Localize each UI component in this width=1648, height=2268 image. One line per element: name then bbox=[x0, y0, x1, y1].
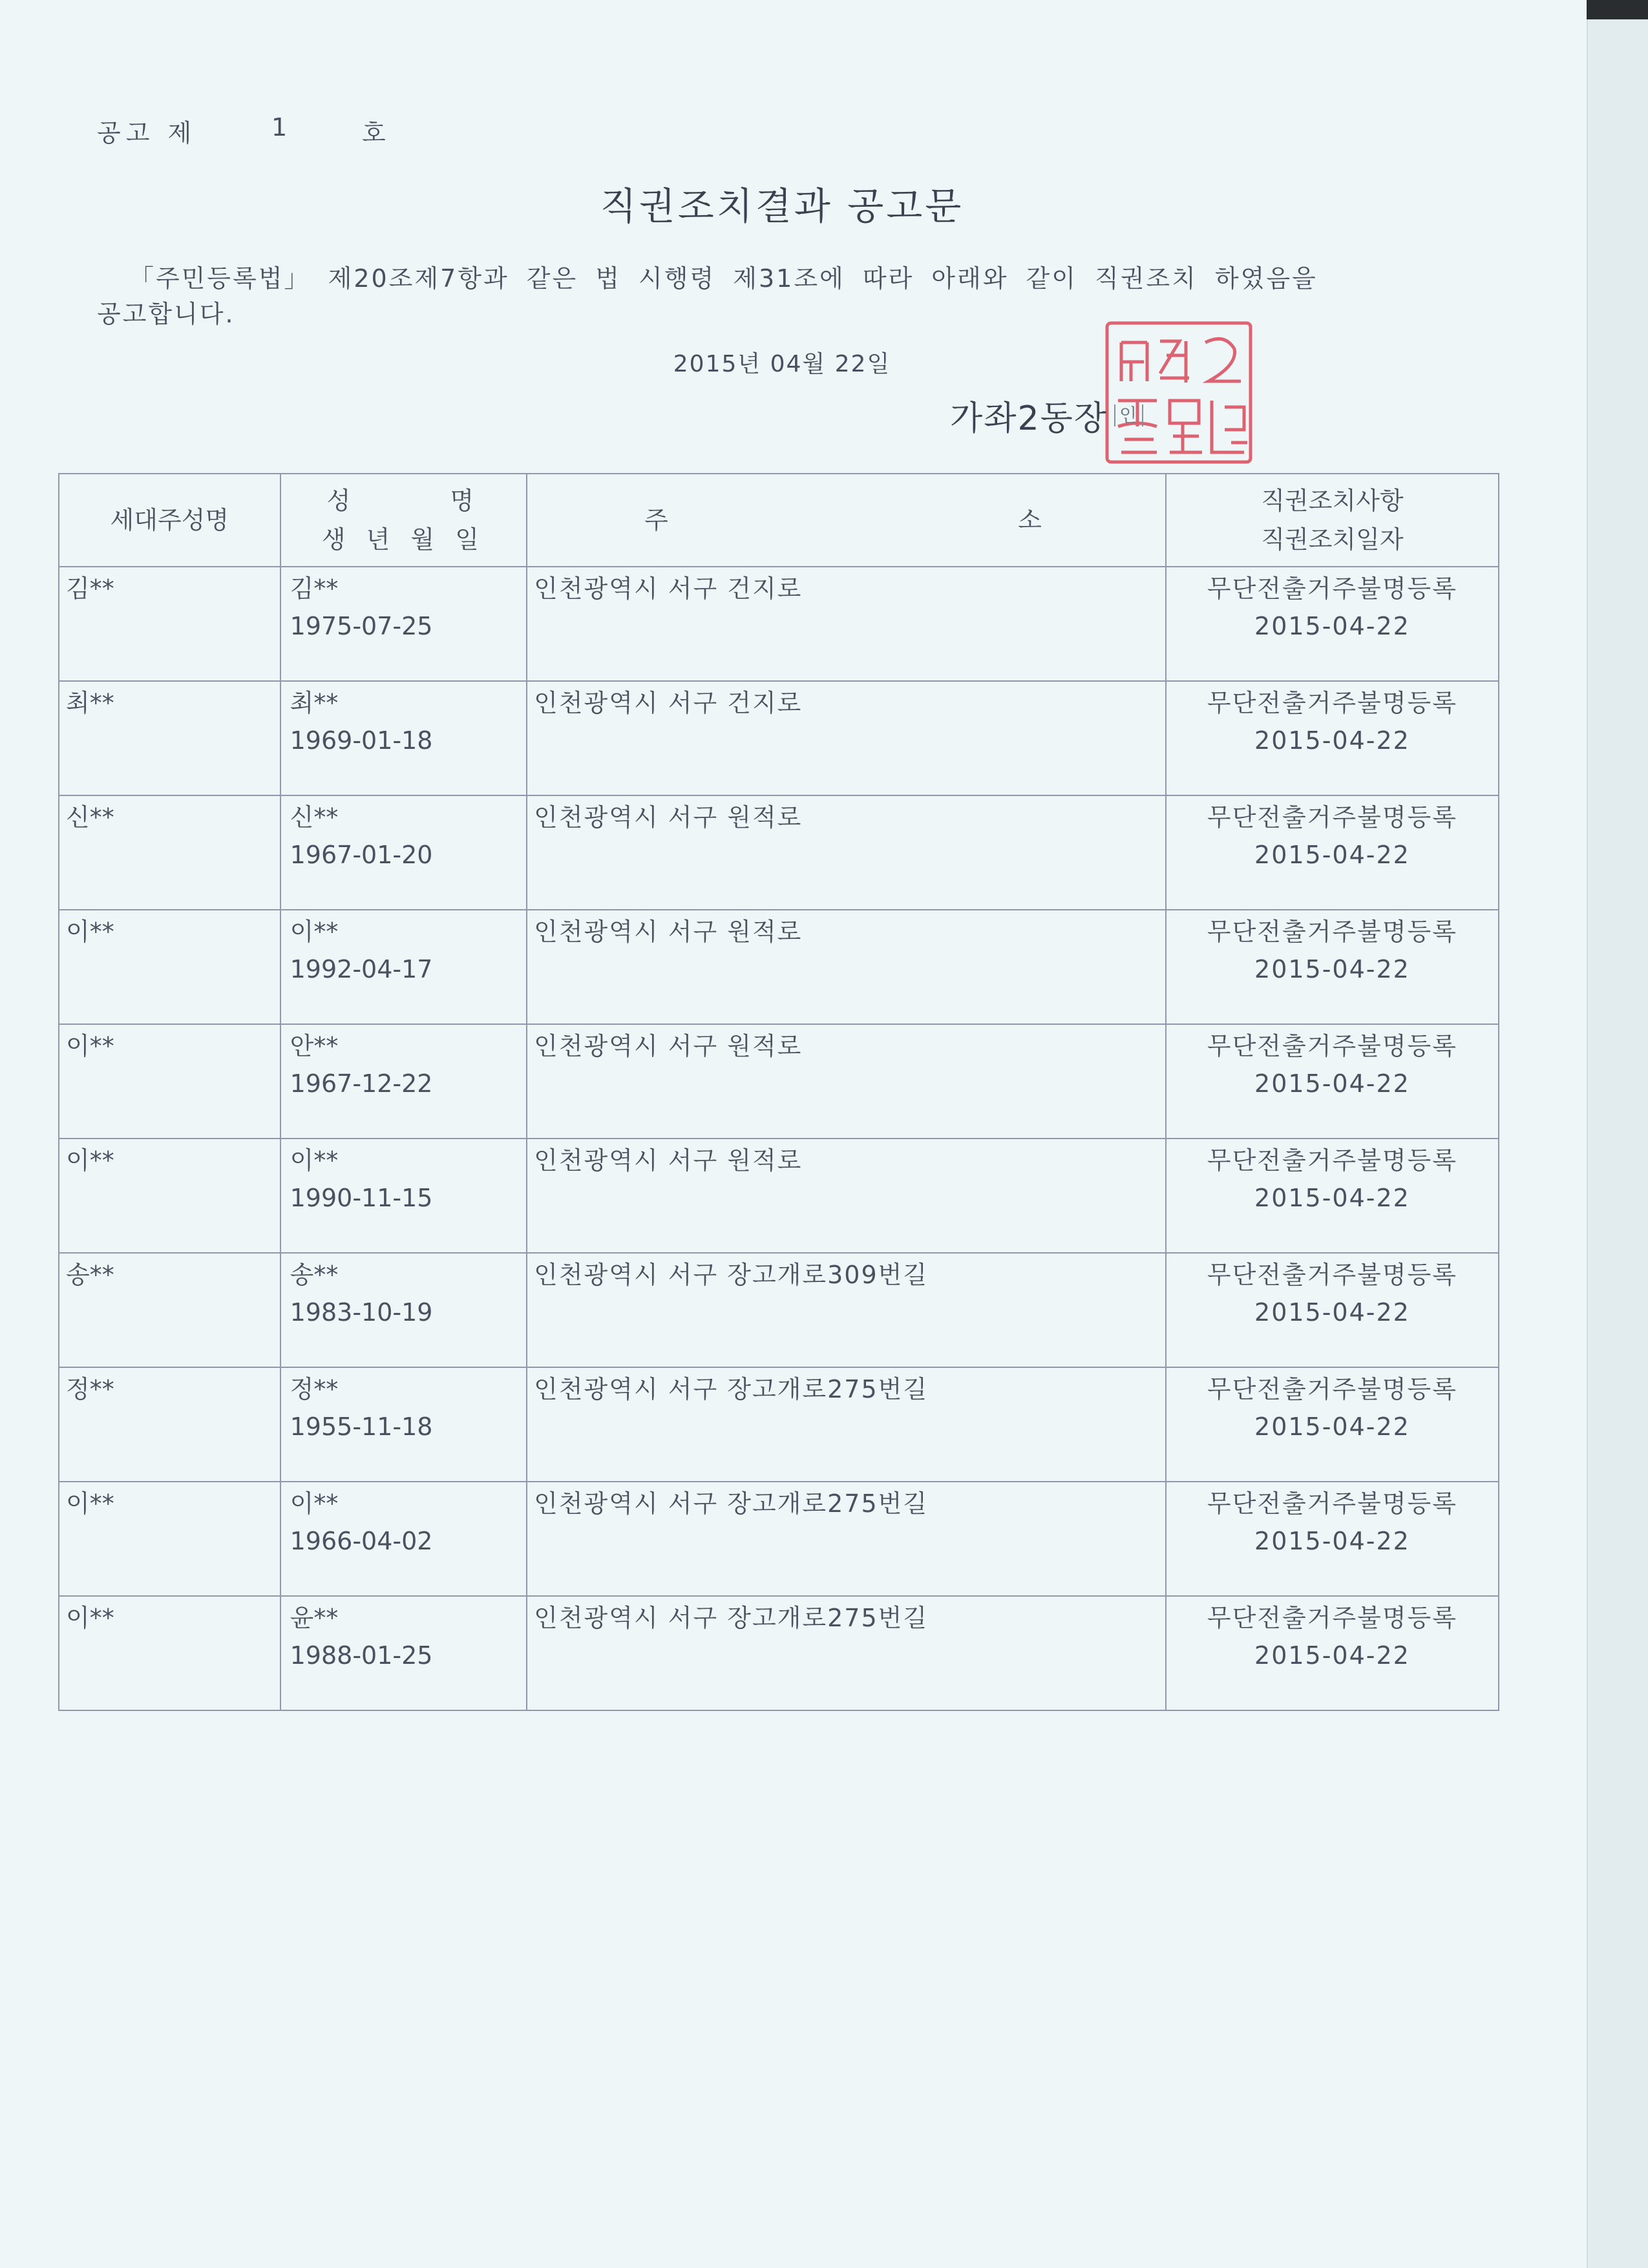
action-date: 2015-04-22 bbox=[1254, 1069, 1410, 1098]
birth-date: 1955-11-18 bbox=[290, 1412, 433, 1441]
action-date: 2015-04-22 bbox=[1254, 1527, 1410, 1555]
action-item: 무단전출거주불명등록 bbox=[1207, 918, 1457, 946]
cell-name-birth bbox=[280, 1596, 527, 1710]
person-name: 이** bbox=[290, 1146, 339, 1175]
body-text-line-2: 공고합니다. bbox=[97, 300, 235, 328]
person-name: 안** bbox=[290, 1032, 339, 1060]
cell-name-birth bbox=[280, 1367, 527, 1482]
table-row bbox=[59, 567, 1499, 681]
cell-name-birth bbox=[280, 795, 527, 910]
cell-householder bbox=[59, 1482, 280, 1596]
person-name: 이** bbox=[290, 1489, 339, 1518]
cell-name-birth bbox=[280, 1253, 527, 1367]
address: 인천광역시 서구 장고개로309번길 bbox=[534, 1261, 929, 1289]
header-action-item: 직권조치사항 bbox=[1261, 487, 1404, 515]
cell-address bbox=[527, 1482, 1166, 1596]
records-table bbox=[58, 473, 1499, 1711]
householder-name: 이** bbox=[66, 918, 114, 946]
cell-address bbox=[527, 910, 1166, 1024]
header-name-right: 명 bbox=[450, 487, 474, 515]
birth-date: 1992-04-17 bbox=[290, 955, 433, 983]
cell-householder bbox=[59, 1139, 280, 1253]
cell-action bbox=[1166, 1024, 1499, 1139]
address: 인천광역시 서구 장고개로275번길 bbox=[534, 1375, 929, 1403]
householder-name: 송** bbox=[66, 1261, 114, 1289]
action-date: 2015-04-22 bbox=[1254, 1412, 1410, 1441]
header-name-left: 성 bbox=[326, 487, 351, 515]
householder-name: 정** bbox=[66, 1375, 114, 1403]
cell-address bbox=[527, 795, 1166, 910]
address: 인천광역시 서구 원적로 bbox=[534, 1032, 803, 1060]
person-name: 김** bbox=[290, 574, 339, 603]
action-date: 2015-04-22 bbox=[1254, 1298, 1410, 1327]
cell-name-birth bbox=[280, 567, 527, 681]
cell-action bbox=[1166, 1253, 1499, 1367]
header-action bbox=[1166, 474, 1499, 567]
seal-mark: 인 bbox=[1114, 404, 1143, 426]
table-row bbox=[59, 1596, 1499, 1710]
cell-address bbox=[527, 681, 1166, 795]
header-address bbox=[527, 474, 1166, 567]
action-date: 2015-04-22 bbox=[1254, 726, 1410, 755]
table-row bbox=[59, 1024, 1499, 1139]
notice-number-prefix: 공고 제 bbox=[97, 119, 197, 147]
birth-date: 1969-01-18 bbox=[290, 726, 433, 755]
document-title: 직권조치결과 공고문 bbox=[600, 184, 964, 228]
table-row bbox=[59, 1367, 1499, 1482]
cell-action bbox=[1166, 795, 1499, 910]
cell-address bbox=[527, 1253, 1166, 1367]
cell-householder bbox=[59, 681, 280, 795]
cell-address bbox=[527, 1139, 1166, 1253]
address: 인천광역시 서구 원적로 bbox=[534, 803, 803, 832]
cell-name-birth bbox=[280, 1024, 527, 1139]
birth-date: 1990-11-15 bbox=[290, 1184, 433, 1212]
table-row bbox=[59, 910, 1499, 1024]
birth-date: 1988-01-25 bbox=[290, 1641, 433, 1670]
action-date: 2015-04-22 bbox=[1254, 1641, 1410, 1670]
action-date: 2015-04-22 bbox=[1254, 955, 1410, 983]
householder-name: 신** bbox=[66, 803, 114, 832]
person-name: 송** bbox=[290, 1261, 339, 1289]
cell-householder bbox=[59, 1596, 280, 1710]
cell-address bbox=[527, 1596, 1166, 1710]
birth-date: 1967-12-22 bbox=[290, 1069, 433, 1098]
person-name: 최** bbox=[290, 689, 339, 717]
cell-name-birth bbox=[280, 1482, 527, 1596]
header-householder: 세대주성명 bbox=[59, 474, 280, 567]
cell-householder bbox=[59, 795, 280, 910]
cell-action bbox=[1166, 1139, 1499, 1253]
householder-name: 최** bbox=[66, 689, 114, 717]
issuer bbox=[950, 391, 1143, 439]
birth-date: 1983-10-19 bbox=[290, 1298, 433, 1327]
notice-number bbox=[97, 113, 391, 149]
scan-corner bbox=[1587, 0, 1648, 19]
action-date: 2015-04-22 bbox=[1254, 612, 1410, 640]
issuer-name: 가좌2동장 bbox=[950, 399, 1108, 438]
address: 인천광역시 서구 건지로 bbox=[534, 574, 803, 603]
cell-householder bbox=[59, 1024, 280, 1139]
header-name-birth bbox=[280, 474, 527, 567]
action-item: 무단전출거주불명등록 bbox=[1207, 1604, 1457, 1632]
cell-name-birth bbox=[280, 910, 527, 1024]
cell-householder bbox=[59, 1367, 280, 1482]
header-address-right: 소 bbox=[1018, 506, 1042, 534]
householder-name: 김** bbox=[66, 574, 114, 603]
action-item: 무단전출거주불명등록 bbox=[1207, 803, 1457, 832]
address: 인천광역시 서구 원적로 bbox=[534, 918, 803, 946]
action-item: 무단전출거주불명등록 bbox=[1207, 1146, 1457, 1175]
table-row bbox=[59, 795, 1499, 910]
table-row bbox=[59, 1253, 1499, 1367]
person-name: 이** bbox=[290, 918, 339, 946]
address: 인천광역시 서구 원적로 bbox=[534, 1146, 803, 1175]
person-name: 윤** bbox=[290, 1604, 339, 1632]
action-item: 무단전출거주불명등록 bbox=[1207, 1489, 1457, 1518]
notice-number-value: 1 bbox=[271, 113, 293, 142]
table-row bbox=[59, 1139, 1499, 1253]
birth-date: 1967-01-20 bbox=[290, 841, 433, 869]
action-item: 무단전출거주불명등록 bbox=[1207, 1261, 1457, 1289]
action-item: 무단전출거주불명등록 bbox=[1207, 689, 1457, 717]
householder-name: 이** bbox=[66, 1032, 114, 1060]
action-item: 무단전출거주불명등록 bbox=[1207, 1375, 1457, 1403]
header-address-left: 주 bbox=[644, 506, 668, 534]
cell-action bbox=[1166, 567, 1499, 681]
body-text-line-1: 「주민등록법」 제20조제7항과 같은 법 시행령 제31조에 따라 아래와 같이 직권조치 하였음을 bbox=[129, 264, 1318, 293]
scan-edge bbox=[1587, 0, 1648, 2268]
cell-address bbox=[527, 567, 1166, 681]
householder-name: 이** bbox=[66, 1489, 114, 1518]
table-header-row bbox=[59, 474, 1499, 567]
action-item: 무단전출거주불명등록 bbox=[1207, 1032, 1457, 1060]
cell-action bbox=[1166, 681, 1499, 795]
person-name: 정** bbox=[290, 1375, 339, 1403]
cell-householder bbox=[59, 567, 280, 681]
table-row bbox=[59, 1482, 1499, 1596]
cell-name-birth bbox=[280, 1139, 527, 1253]
table-row bbox=[59, 681, 1499, 795]
address: 인천광역시 서구 장고개로275번길 bbox=[534, 1604, 929, 1632]
address: 인천광역시 서구 장고개로275번길 bbox=[534, 1489, 929, 1518]
cell-action bbox=[1166, 1596, 1499, 1710]
cell-householder bbox=[59, 910, 280, 1024]
householder-name: 이** bbox=[66, 1146, 114, 1175]
notice-date: 2015년 04월 22일 bbox=[673, 351, 891, 377]
cell-address bbox=[527, 1024, 1166, 1139]
notice-number-suffix: 호 bbox=[362, 119, 391, 147]
cell-action bbox=[1166, 1367, 1499, 1482]
cell-action bbox=[1166, 910, 1499, 1024]
cell-householder bbox=[59, 1253, 280, 1367]
person-name: 신** bbox=[290, 803, 339, 832]
householder-name: 이** bbox=[66, 1604, 114, 1632]
cell-action bbox=[1166, 1482, 1499, 1596]
address: 인천광역시 서구 건지로 bbox=[534, 689, 803, 717]
header-birth: 생 년 월 일 bbox=[321, 525, 485, 554]
birth-date: 1975-07-25 bbox=[290, 612, 433, 640]
cell-name-birth bbox=[280, 681, 527, 795]
cell-address bbox=[527, 1367, 1166, 1482]
birth-date: 1966-04-02 bbox=[290, 1527, 433, 1555]
action-item: 무단전출거주불명등록 bbox=[1207, 574, 1457, 603]
header-action-date: 직권조치일자 bbox=[1261, 525, 1404, 554]
action-date: 2015-04-22 bbox=[1254, 1184, 1410, 1212]
action-date: 2015-04-22 bbox=[1254, 841, 1410, 869]
